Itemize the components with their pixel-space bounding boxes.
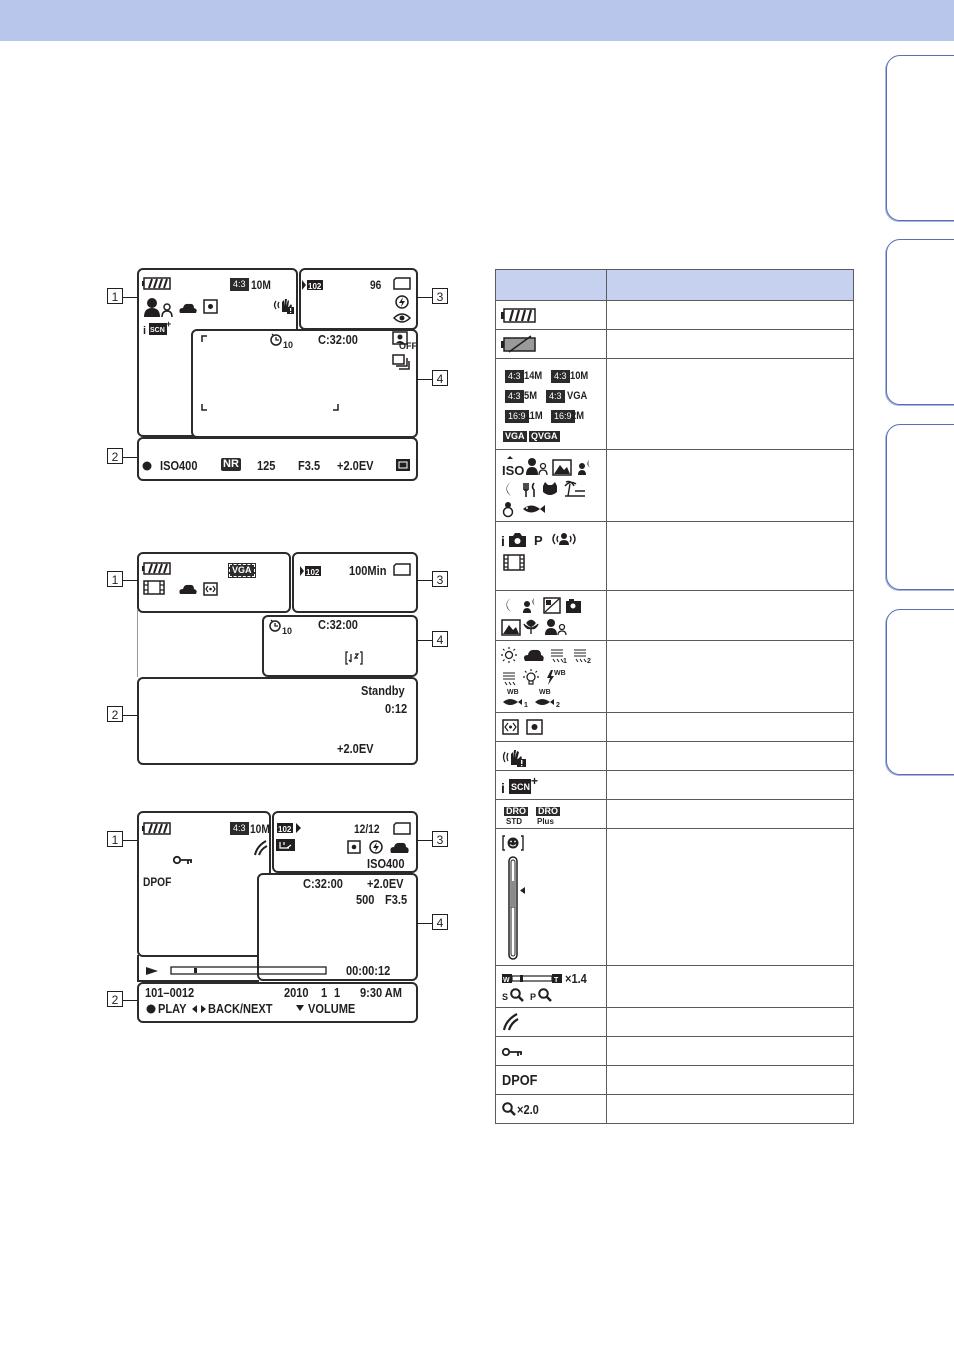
- smile-sensitivity-icon: [502, 835, 542, 963]
- playback-zoom-factor: ×2.0: [517, 1102, 539, 1117]
- recording-time: 100Min: [349, 563, 387, 578]
- memory-card-icon: [393, 822, 411, 835]
- elapsed-time: 0:12: [385, 701, 408, 716]
- date-year: 2010: [284, 985, 309, 1000]
- white-balance-cloud-icon: [178, 583, 198, 595]
- zoom-factor: ×1.4: [565, 971, 587, 986]
- svg-text:+: +: [531, 774, 539, 788]
- movie-size-vga-icon: VGA: [505, 431, 525, 441]
- battery-icon: [142, 562, 172, 575]
- flash-off-icon: [369, 840, 383, 854]
- table-row: [496, 591, 854, 641]
- callout-3: 3: [432, 571, 448, 587]
- svg-text:ISO: ISO: [502, 463, 525, 478]
- aspect-icon: 4:3: [505, 390, 524, 403]
- iso-value: ISO400: [160, 458, 198, 473]
- table-row: [496, 829, 854, 966]
- white-balance-icons: [501, 646, 605, 710]
- callout-line-3: [416, 580, 432, 581]
- table-row: [496, 522, 854, 591]
- dro-plus-label: Plus: [537, 817, 554, 826]
- table-row: [496, 800, 854, 829]
- callout-line-2: [123, 1000, 137, 1001]
- smart-zoom-icon: [510, 988, 524, 1002]
- smart-zoom-label: S: [502, 992, 509, 1002]
- callout-line-2: [123, 715, 137, 716]
- battery-icon: [142, 822, 172, 835]
- folder-icon: [302, 279, 324, 291]
- folder-view-icon: [276, 839, 296, 852]
- print-mark-icon: [502, 1013, 520, 1031]
- playback-zoom-icon: [502, 1102, 517, 1117]
- red-eye-icon: [393, 312, 411, 324]
- table-row: [496, 713, 854, 742]
- record-dot-icon: [142, 461, 152, 471]
- file-number: 101–0012: [145, 985, 195, 1000]
- callout-2: 2: [107, 448, 123, 464]
- table-row: [496, 359, 854, 450]
- self-timer-seconds: 10: [283, 340, 294, 350]
- size-10m: 10M: [570, 370, 589, 382]
- side-tab-3[interactable]: [886, 424, 954, 590]
- shutter-speed: 500: [356, 892, 375, 907]
- metering-multi-icon: [203, 582, 218, 596]
- steadyshot-icon: [551, 530, 577, 548]
- volume-label: VOLUME: [308, 1001, 356, 1016]
- shutter-speed: 125: [257, 458, 276, 473]
- svg-text:i: i: [501, 533, 505, 549]
- precision-zoom-icon: [538, 988, 552, 1002]
- playback-time: 00:00:12: [346, 963, 391, 978]
- callout-line-1: [123, 297, 137, 298]
- exposure-value: +2.0EV: [367, 876, 404, 891]
- wind-noise-icon: [345, 651, 363, 665]
- svg-text:2: 2: [556, 702, 560, 709]
- header-bar: [0, 0, 954, 41]
- table-header-indication: [607, 270, 854, 301]
- aspect-icon: 16:9: [505, 410, 529, 423]
- print-mark-icon: [253, 840, 269, 856]
- wb-label-underwater-1: WB: [507, 689, 519, 696]
- burst-icon: [392, 354, 410, 370]
- left-right-arrows-icon: [191, 1004, 207, 1014]
- size-14m: 14M: [524, 370, 543, 382]
- play-icon: [145, 966, 159, 976]
- face-detection-off-label: OFF: [399, 341, 417, 351]
- movie-size-icon: VGA: [229, 564, 255, 577]
- protect-icon: [502, 1047, 524, 1057]
- folder-number: 102: [308, 282, 322, 291]
- svg-text:2: 2: [587, 658, 591, 665]
- folder-icon: [276, 822, 302, 834]
- folder-icon: [300, 565, 322, 577]
- callout-line-1: [123, 840, 137, 841]
- table-row: [496, 771, 854, 800]
- screen2-area-3: [292, 552, 418, 613]
- aspect-icon: 4:3: [230, 278, 249, 291]
- nr-slow-shutter-icon: NR: [223, 458, 239, 470]
- wb-label-underwater-2: WB: [539, 689, 551, 696]
- callout-line-2: [123, 457, 137, 458]
- size-vga: VGA: [567, 390, 588, 402]
- dro-std-icon: DRO: [506, 806, 526, 816]
- callout-line-1: [123, 580, 137, 581]
- folder-number: 102: [278, 825, 292, 834]
- callout-4: 4: [432, 370, 448, 386]
- callout-2: 2: [107, 991, 123, 1007]
- playback-progress-bar[interactable]: [170, 966, 328, 976]
- callout-3: 3: [432, 831, 448, 847]
- play-label: PLAY: [158, 1001, 187, 1016]
- back-next-label: BACK/NEXT: [208, 1001, 273, 1016]
- aperture-value: F3.5: [385, 892, 408, 907]
- aspect-icon: 4:3: [230, 822, 249, 835]
- side-tab-2[interactable]: [886, 239, 954, 405]
- svg-text:+: +: [166, 320, 171, 329]
- table-row: [496, 301, 854, 330]
- callout-line-4: [416, 640, 432, 641]
- size-11m: 11M: [525, 410, 543, 422]
- table-header-display: [496, 270, 607, 301]
- table-row: [496, 742, 854, 771]
- callout-1: 1: [107, 288, 123, 304]
- white-balance-cloud-icon: [389, 841, 411, 854]
- table-header-row: [496, 270, 854, 301]
- standby-status: Standby: [361, 683, 405, 698]
- memory-card-icon: [393, 277, 411, 290]
- icon-table: [495, 269, 854, 1124]
- zoom-scale-bar: [502, 972, 564, 984]
- down-arrow-icon: [295, 1004, 305, 1012]
- zoom-t-label: T: [554, 977, 559, 984]
- zoom-w-label: W: [503, 977, 510, 984]
- folder-number: 102: [306, 568, 320, 577]
- callout-line-4: [416, 379, 432, 380]
- scene-recognition-icon: [143, 320, 171, 337]
- date-day: 1: [334, 985, 341, 1000]
- callout-1: 1: [107, 831, 123, 847]
- callout-line-3: [416, 297, 432, 298]
- metering-icons: [502, 719, 552, 736]
- timecode: C:32:00: [303, 876, 343, 891]
- dro-plus-icon: DRO: [538, 806, 558, 816]
- battery-icon: [501, 308, 537, 323]
- scn-label: SCN: [511, 782, 531, 792]
- callout-line-3: [416, 840, 432, 841]
- flash-off-icon: [395, 295, 409, 309]
- date-month: 1: [321, 985, 328, 1000]
- metering-spot-icon: [203, 299, 218, 314]
- table-row: [496, 966, 854, 1008]
- scene-portrait-icon: [143, 297, 175, 317]
- rec-size: 10M: [251, 278, 271, 292]
- protect-icon: [173, 855, 193, 865]
- svg-text:i: i: [501, 780, 505, 796]
- scene-icons: [501, 456, 605, 518]
- scene-recognition-icons: [501, 596, 605, 638]
- callout-4: 4: [432, 914, 448, 930]
- svg-text:1: 1: [524, 702, 528, 709]
- callout-4: 4: [432, 631, 448, 647]
- table-row: [496, 1008, 854, 1037]
- exposure-value: +2.0EV: [337, 458, 374, 473]
- svg-text:i: i: [143, 325, 147, 337]
- table-row: [496, 641, 854, 713]
- white-balance-cloud-icon: [178, 302, 198, 314]
- svg-text:1: 1: [563, 658, 567, 665]
- time: 9:30 AM: [360, 985, 402, 1000]
- timecode: C:32:00: [318, 332, 358, 347]
- movie-mode-icon: [143, 580, 165, 595]
- size-2m: 2M: [571, 410, 584, 422]
- dro-std-label: STD: [506, 817, 522, 826]
- callout-2: 2: [107, 706, 123, 722]
- table-row: [496, 330, 854, 359]
- dpof-mark: DPOF: [143, 875, 172, 889]
- movie-mode-icon: [503, 554, 525, 571]
- camera-shake-warning-icon: [502, 746, 528, 768]
- intelligent-auto-icon: [501, 531, 531, 549]
- timecode: C:32:00: [318, 617, 358, 632]
- callout-line-4: [416, 923, 432, 924]
- aspect-icon: 4:3: [551, 370, 570, 383]
- low-battery-icon: [501, 335, 539, 353]
- play-button-dot-icon: [146, 1004, 156, 1014]
- metering-spot-icon: [347, 840, 361, 854]
- rec-size: 10M: [250, 822, 270, 836]
- table-row: [496, 1095, 854, 1124]
- aspect-icon: 16:9: [551, 410, 575, 423]
- program-auto-label: P: [534, 533, 543, 548]
- iso-value: ISO400: [367, 856, 405, 871]
- remaining-count: 96: [370, 278, 382, 292]
- camera-shake-warning-icon: [273, 296, 295, 314]
- image-index: 12/12: [354, 822, 380, 836]
- battery-icon: [142, 277, 172, 290]
- svg-text:SCN: SCN: [150, 327, 165, 334]
- side-tab-1[interactable]: [886, 55, 954, 221]
- memory-card-icon: [393, 563, 411, 576]
- af-range-icon: [396, 459, 410, 471]
- scene-recognition-icon: [501, 774, 541, 796]
- callout-1: 1: [107, 571, 123, 587]
- size-5m: 5M: [524, 390, 537, 402]
- table-row: [496, 450, 854, 522]
- movie-size-qvga-icon: QVGA: [531, 431, 558, 441]
- aspect-icon: 4:3: [546, 390, 565, 403]
- side-tab-4[interactable]: [886, 609, 954, 775]
- callout-3: 3: [432, 288, 448, 304]
- wb-label-flash: WB: [554, 670, 566, 677]
- screen2-frame-left: [137, 609, 138, 677]
- aspect-icon: 4:3: [505, 370, 524, 383]
- table-row: [496, 1037, 854, 1066]
- aperture-value: F3.5: [298, 458, 321, 473]
- exposure-value: +2.0EV: [337, 741, 374, 756]
- precision-zoom-label: P: [530, 992, 537, 1002]
- table-row: [496, 1066, 854, 1095]
- dpof-mark: DPOF: [502, 1072, 538, 1089]
- self-timer-seconds: 10: [282, 626, 293, 636]
